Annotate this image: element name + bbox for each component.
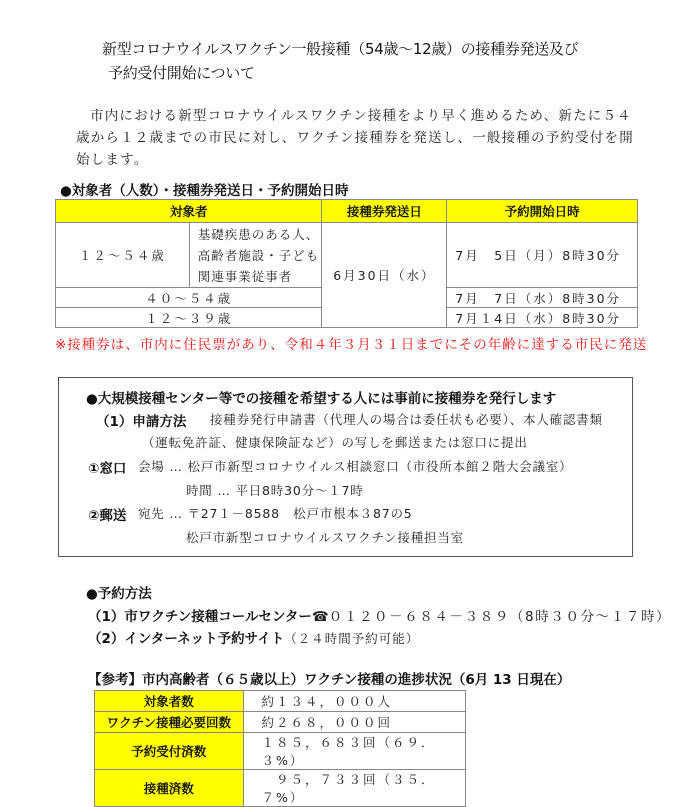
callcenter-label: （1）市ワクチン接種コールセンター bbox=[88, 609, 312, 625]
start-cell: 7月 5日（月）8時30分 bbox=[447, 223, 638, 288]
progress-value: １８５，６８３回（６９．３%） bbox=[243, 733, 465, 770]
window-label: ①窓口 bbox=[88, 461, 127, 477]
intro-line1: 市内における新型コロナウイルスワクチン接種をより早く進めるため、新たに５４ bbox=[90, 108, 632, 124]
intro-line3: 始します。 bbox=[76, 152, 149, 168]
phone-icon: ☎ bbox=[311, 609, 329, 625]
progress-label: 予約受付済数 bbox=[95, 733, 244, 770]
progress-label: ワクチン接種必要回数 bbox=[95, 712, 244, 733]
window-time: 時間 … 平日8時30分～１7時 bbox=[186, 483, 364, 498]
header-target: 対象者 bbox=[56, 200, 322, 223]
schedule-table bbox=[55, 199, 638, 328]
table-row bbox=[95, 691, 466, 712]
mail-address-line1: 宛先 … 〒27１－8588 松戸市根本３87の5 bbox=[138, 506, 413, 521]
start-cell: 7月１4日（水）8時30分 bbox=[447, 308, 638, 328]
reservation-item-callcenter bbox=[88, 605, 671, 625]
progress-heading: 【参考】市内高齢者（６５歳以上）ワクチン接種の進捗状況（6月 13 日現在） bbox=[88, 672, 571, 688]
mail-address-line2: 松戸市新型コロナウイルスワクチン接種担当室 bbox=[186, 530, 464, 545]
internet-note: （２４時間予約可能） bbox=[284, 631, 420, 646]
callcenter-number: ０１２０－６８４－３８９（8時３０分～１７時） bbox=[328, 609, 672, 625]
internet-label: （2）インターネット予約サイト bbox=[88, 631, 285, 647]
table-row bbox=[56, 223, 638, 288]
age-cell: １２～３９歳 bbox=[56, 308, 322, 328]
progress-value: 約２６８，０００回 bbox=[243, 712, 465, 733]
table-row bbox=[95, 733, 466, 770]
progress-label: 接種済数 bbox=[95, 770, 244, 807]
doc-title-line1: 新型コロナウイルスワクチン一般接種（54歳～12歳）の接種券発送及び bbox=[102, 40, 579, 58]
age-cell: １２～５４歳 bbox=[56, 223, 190, 288]
progress-label: 対象者数 bbox=[95, 691, 244, 712]
method-text2: （運転免許証、健康保険証など）の写しを郵送または窓口に提出 bbox=[142, 435, 528, 450]
reservation-heading: ●予約方法 bbox=[86, 586, 152, 602]
window-venue: 会場 … 松戸市新型コロナウイルス相談窓口（市役所本館２階大会議室） bbox=[138, 459, 573, 474]
progress-table bbox=[94, 690, 466, 807]
group-cell bbox=[189, 223, 322, 288]
method-label: （1）申請方法 bbox=[96, 414, 187, 430]
reservation-item-internet bbox=[88, 627, 419, 647]
age-cell: ４０～５４歳 bbox=[56, 288, 322, 308]
group-line: 高齢者施設・子ども bbox=[197, 247, 320, 263]
intro-line2: 歳から１２歳までの市民に対し、ワクチン接種券を発送し、一般接種の予約受付を開 bbox=[76, 130, 634, 146]
table-row bbox=[95, 712, 466, 733]
mail-label: ②郵送 bbox=[88, 508, 127, 524]
schedule-note: ※接種券は、市内に住民票があり、令和４年３月３１日までにその年齢に達する市民に発送 bbox=[55, 337, 648, 353]
schedule-header-row bbox=[56, 200, 638, 223]
progress-value: ９５，７３３回（３５．７%） bbox=[243, 770, 465, 807]
schedule-heading: ●対象者（人数）・接種券発送日・予約開始日時 bbox=[60, 183, 349, 199]
group-line: 関連事業従事者 bbox=[197, 268, 293, 284]
header-start: 予約開始日時 bbox=[447, 200, 638, 223]
method-text1: 接種券発行申請書（代理人の場合は委任状も必要）、本人確認書類 bbox=[210, 412, 603, 427]
box-heading: ●大規模接種センター等での接種を希望する人には事前に接種券を発行します bbox=[86, 391, 557, 407]
header-ship-date: 接種券発送日 bbox=[322, 200, 447, 223]
ship-date-cell: 6月30日（水） bbox=[322, 223, 447, 328]
group-line: 基礎疾患のある人、 bbox=[197, 226, 320, 242]
doc-title-line2: 予約受付開始について bbox=[108, 64, 255, 82]
progress-value: 約１３４，０００人 bbox=[243, 691, 465, 712]
table-row bbox=[95, 770, 466, 807]
start-cell: 7月 7日（水）8時30分 bbox=[447, 288, 638, 308]
